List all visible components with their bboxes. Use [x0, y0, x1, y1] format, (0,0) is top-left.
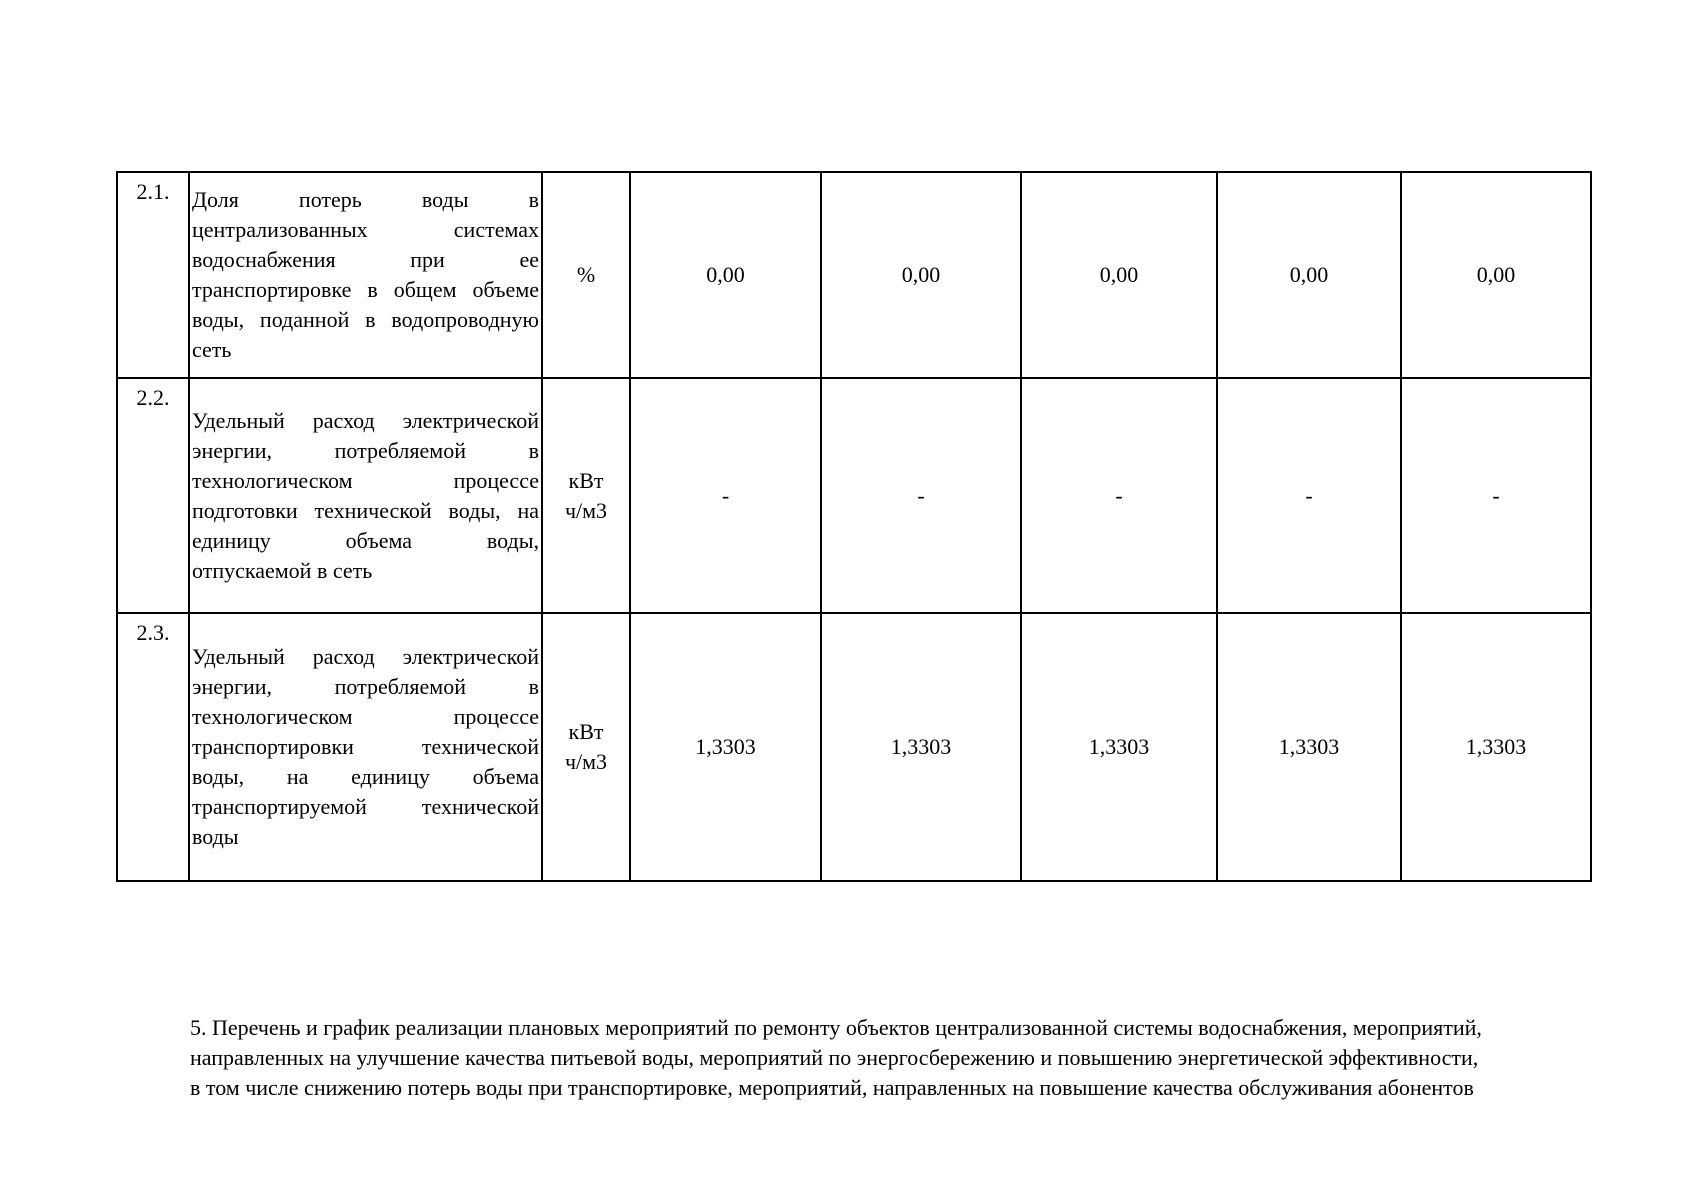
table-row [117, 172, 1591, 378]
indicator-description [189, 613, 542, 881]
value-cell: 0,00 [1217, 172, 1401, 378]
desc-line: технологическом процессе [192, 467, 539, 493]
desc-line: сеть [192, 337, 232, 362]
desc-line: транспортировки технической [192, 734, 539, 759]
unit-cell [542, 172, 630, 378]
desc-line: транспортировке в общем объеме [192, 277, 539, 302]
value-cell: - [1401, 378, 1591, 613]
indicator-description [189, 172, 542, 378]
unit-text: кВт [568, 719, 604, 744]
desc-line: воды [192, 824, 239, 849]
desc-line: энергии, потребляемой в [192, 437, 539, 463]
value-cell: 0,00 [1021, 172, 1217, 378]
table-row [117, 378, 1591, 613]
value-cell: 1,3303 [630, 613, 821, 881]
unit-cell [542, 613, 630, 881]
heading-line: направленных на улучшение качества питьевой воды, мероприятий по энергосбережению и повышению энергетической эффективности, [190, 1045, 1479, 1070]
desc-line: централизованных системах [192, 217, 539, 242]
value-cell: 0,00 [630, 172, 821, 378]
desc-line: транспортируемой технической [192, 794, 539, 819]
desc-line: Доля потерь воды в [192, 187, 539, 212]
value-cell: - [1021, 378, 1217, 613]
section-heading [190, 1013, 1590, 1103]
indicator-description [189, 378, 542, 613]
desc-line: Удельный расход электрической [192, 644, 539, 669]
value-cell: - [630, 378, 821, 613]
unit-cell [542, 378, 630, 613]
value-cell: 1,3303 [1401, 613, 1591, 881]
value-cell: 0,00 [1401, 172, 1591, 378]
value-cell: - [821, 378, 1021, 613]
desc-line: водоснабжения при ее [192, 247, 539, 272]
unit-text: ч/м3 [564, 497, 608, 523]
value-cell: 1,3303 [1217, 613, 1401, 881]
row-number: 2.1. [117, 172, 189, 378]
row-number: 2.2. [117, 378, 189, 613]
value-cell: - [1217, 378, 1401, 613]
row-number: 2.3. [117, 613, 189, 881]
desc-line: технологическом процессе [192, 704, 539, 729]
value-cell: 1,3303 [821, 613, 1021, 881]
desc-line: воды, на единицу объема [192, 764, 539, 789]
value-cell: 1,3303 [1021, 613, 1217, 881]
desc-line: единицу объема воды, [192, 527, 539, 553]
heading-line: в том числе снижению потерь воды при транспортировке, мероприятий, направленных на повышение качества обслуживания абонентов [190, 1075, 1474, 1100]
heading-line: 5. Перечень и график реализации плановых мероприятий по ремонту объектов централизованной системы водоснабжения, мероприятий, [190, 1015, 1482, 1040]
desc-line: отпускаемой в сеть [192, 557, 373, 583]
desc-line: воды, поданной в водопроводную [192, 307, 539, 332]
desc-line: Удельный расход электрической [192, 407, 539, 433]
desc-line: энергии, потребляемой в [192, 674, 539, 699]
unit-text: кВт [568, 467, 604, 493]
desc-line: подготовки технической воды, на [192, 497, 539, 523]
value-cell: 0,00 [821, 172, 1021, 378]
unit-text: % [576, 262, 596, 287]
indicators-table [116, 171, 1592, 882]
unit-text: ч/м3 [564, 749, 608, 774]
table-row [117, 613, 1591, 881]
